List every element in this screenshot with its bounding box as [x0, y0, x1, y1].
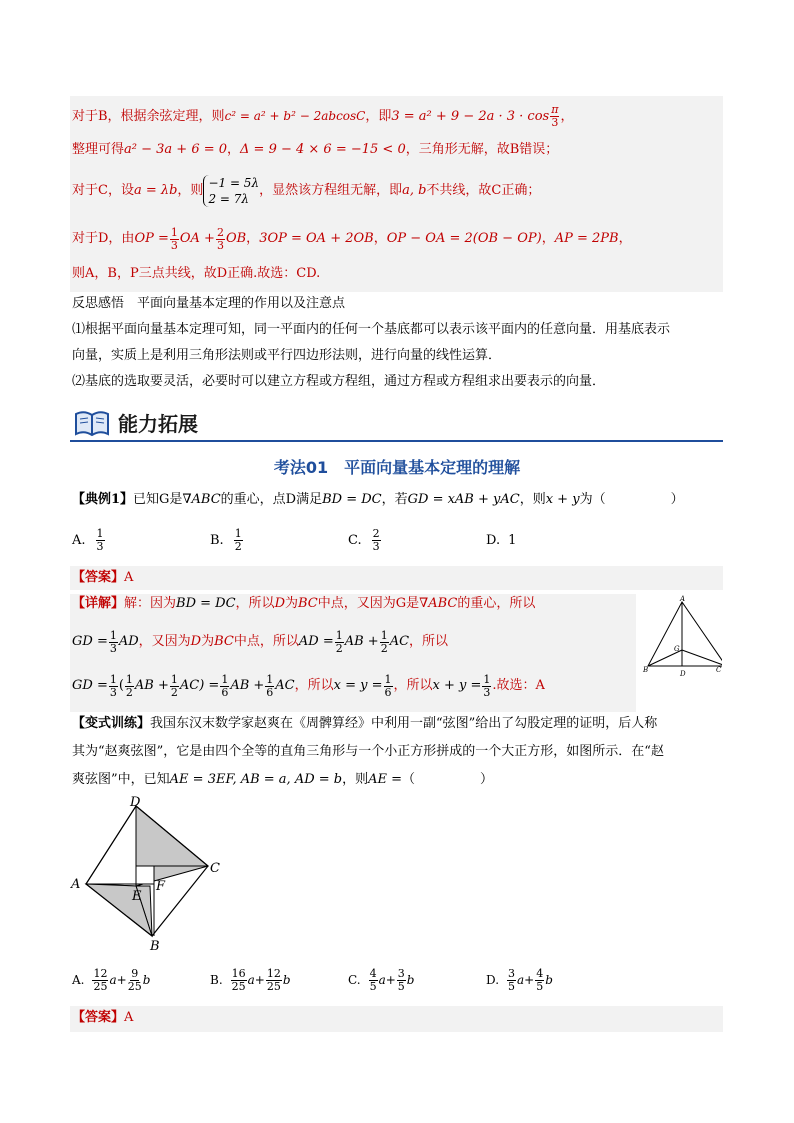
equation-system: −1 = 5λ 2 = 7λ: [203, 175, 259, 207]
solution-line-c: 对于C，设 a = λb ，则 −1 = 5λ 2 = 7λ ，显然该方程组无解，即 a, b 不共线，故C正确；: [72, 176, 541, 206]
variant-line-3: 爽弦图”中，已知AE = 3EF, AB = a, AD = b，则AE =（ ）: [72, 772, 494, 787]
variant-line-1: 【变式训练】我国东汉末数学家赵爽在《周髀算经》中利用一副“弦图”给出了勾股定理的证明，后人称: [72, 716, 658, 731]
variant-options: [72, 960, 692, 1000]
variant-option-c[interactable]: C. $\frac{4}{5}$ a + $\frac{3}{5}$ b: [348, 966, 415, 993]
svg-text:B: B: [643, 666, 649, 674]
variant-option-b[interactable]: B. $\frac{16}{25}$ a + $\frac{12}{25}$ b: [210, 966, 291, 993]
variant-line-2: 其为“赵爽弦图”，它是由四个全等的直角三角形与一个小正方形拼成的一个大正方形，如图所示．在“赵: [72, 744, 664, 759]
reflection-p2: ⑵基底的选取要灵活，必要时可以建立方程或方程组，通过方程或方程组求出要表示的向量．: [72, 374, 606, 389]
detail-line-1: 【详解】解：因为BD = DC，所以D为BC中点，又因为G是∇ABC的重心，所以: [72, 596, 536, 611]
svg-text:C: C: [716, 666, 722, 674]
svg-text:C: C: [210, 861, 220, 876]
solution-line-d: 对于D，由 OP = $\frac{1}{3}$ OA + $\frac{2}{3}$ OB ， 3OP = OA + 2OB ， OP − OA = 2(OB − OP) ， AP = 2PB ，: [72, 225, 632, 252]
solution-line-b2: 整理可得a² − 3a + 6 = 0，Δ = 9 − 4 × 6 = −15 < 0，三角形无解，故B错误；: [72, 142, 559, 157]
option-d[interactable]: D. 1: [486, 532, 517, 548]
svg-text:G: G: [674, 645, 680, 653]
reflection-p1b: 向量，实质上是利用三角形法则或平行四边形法则，进行向量的线性运算．: [72, 348, 502, 363]
solution-line-d2: 则A，B，P三点共线，故D正确.故选：CD.: [72, 266, 321, 281]
svg-text:A: A: [680, 595, 686, 603]
variant-option-a[interactable]: A. $\frac{12}{25}$ a + $\frac{9}{25}$ b: [72, 966, 151, 993]
reflection-p1a: ⑴根据平面向量基本定理可知，同一平面内的任何一个基底都可以表示该平面内的任意向量．用基底表示: [72, 322, 671, 337]
section-title: 能力拓展: [118, 412, 198, 436]
variant-answer: 【答案】A: [72, 1010, 134, 1025]
example1-answer-block: [70, 566, 723, 590]
variant-answer-block: [70, 1006, 723, 1032]
solution-line-b: 对于B，根据余弦定理，则c² = a² + b² − 2abcosC，即3 = a² + 9 − 2a · 3 · cos $\frac{\pi}{3}$ ，: [72, 103, 574, 129]
example1-question: 【典例1】已知G是∇ABC的重心，点D满足BD = DC，若GD = xAB + yAC，则x + y为（ ）: [72, 492, 684, 507]
detail-line-3: GD = $\frac{1}{3}$ ( $\frac{1}{2}$ AB + $\frac{1}{2}$ AC) = $\frac{1}{6}$ AB + $\frac{1}{6}$ AC ，所以 x = y = $\frac{1}{6}$ ，所以 x + y = $\frac{1}{3}$ .故选：A: [72, 672, 545, 699]
svg-text:F: F: [156, 879, 166, 894]
example1-answer: 【答案】A: [72, 570, 134, 585]
variant-option-d[interactable]: D. $\frac{3}{5}$ a + $\frac{4}{5}$ b: [486, 966, 553, 993]
zhao-shuang-figure: [66, 794, 226, 954]
option-a[interactable]: A. $\frac{1}{3}$: [72, 526, 104, 553]
book-icon: [72, 406, 112, 438]
method-title: 考法01 平面向量基本定理的理解: [273, 458, 521, 477]
option-c[interactable]: C. $\frac{2}{3}$: [348, 526, 380, 553]
detail-line-2: GD = $\frac{1}{3}$ AD ，又因为 D 为 BC 中点，所以 AD = $\frac{1}{2}$ AB + $\frac{1}{2}$ AC ，所以: [72, 628, 449, 655]
example1-options: [72, 522, 692, 558]
svg-text:B: B: [150, 939, 160, 954]
svg-text:D: D: [680, 670, 686, 678]
reflection-title: 反思感悟 平面向量基本定理的作用以及注意点: [72, 296, 346, 311]
svg-text:E: E: [132, 889, 142, 904]
svg-text:D: D: [130, 795, 141, 810]
svg-text:A: A: [71, 877, 81, 892]
option-b[interactable]: B. $\frac{1}{2}$: [210, 526, 242, 553]
triangle-figure: [638, 594, 722, 712]
section-divider: [70, 440, 723, 442]
